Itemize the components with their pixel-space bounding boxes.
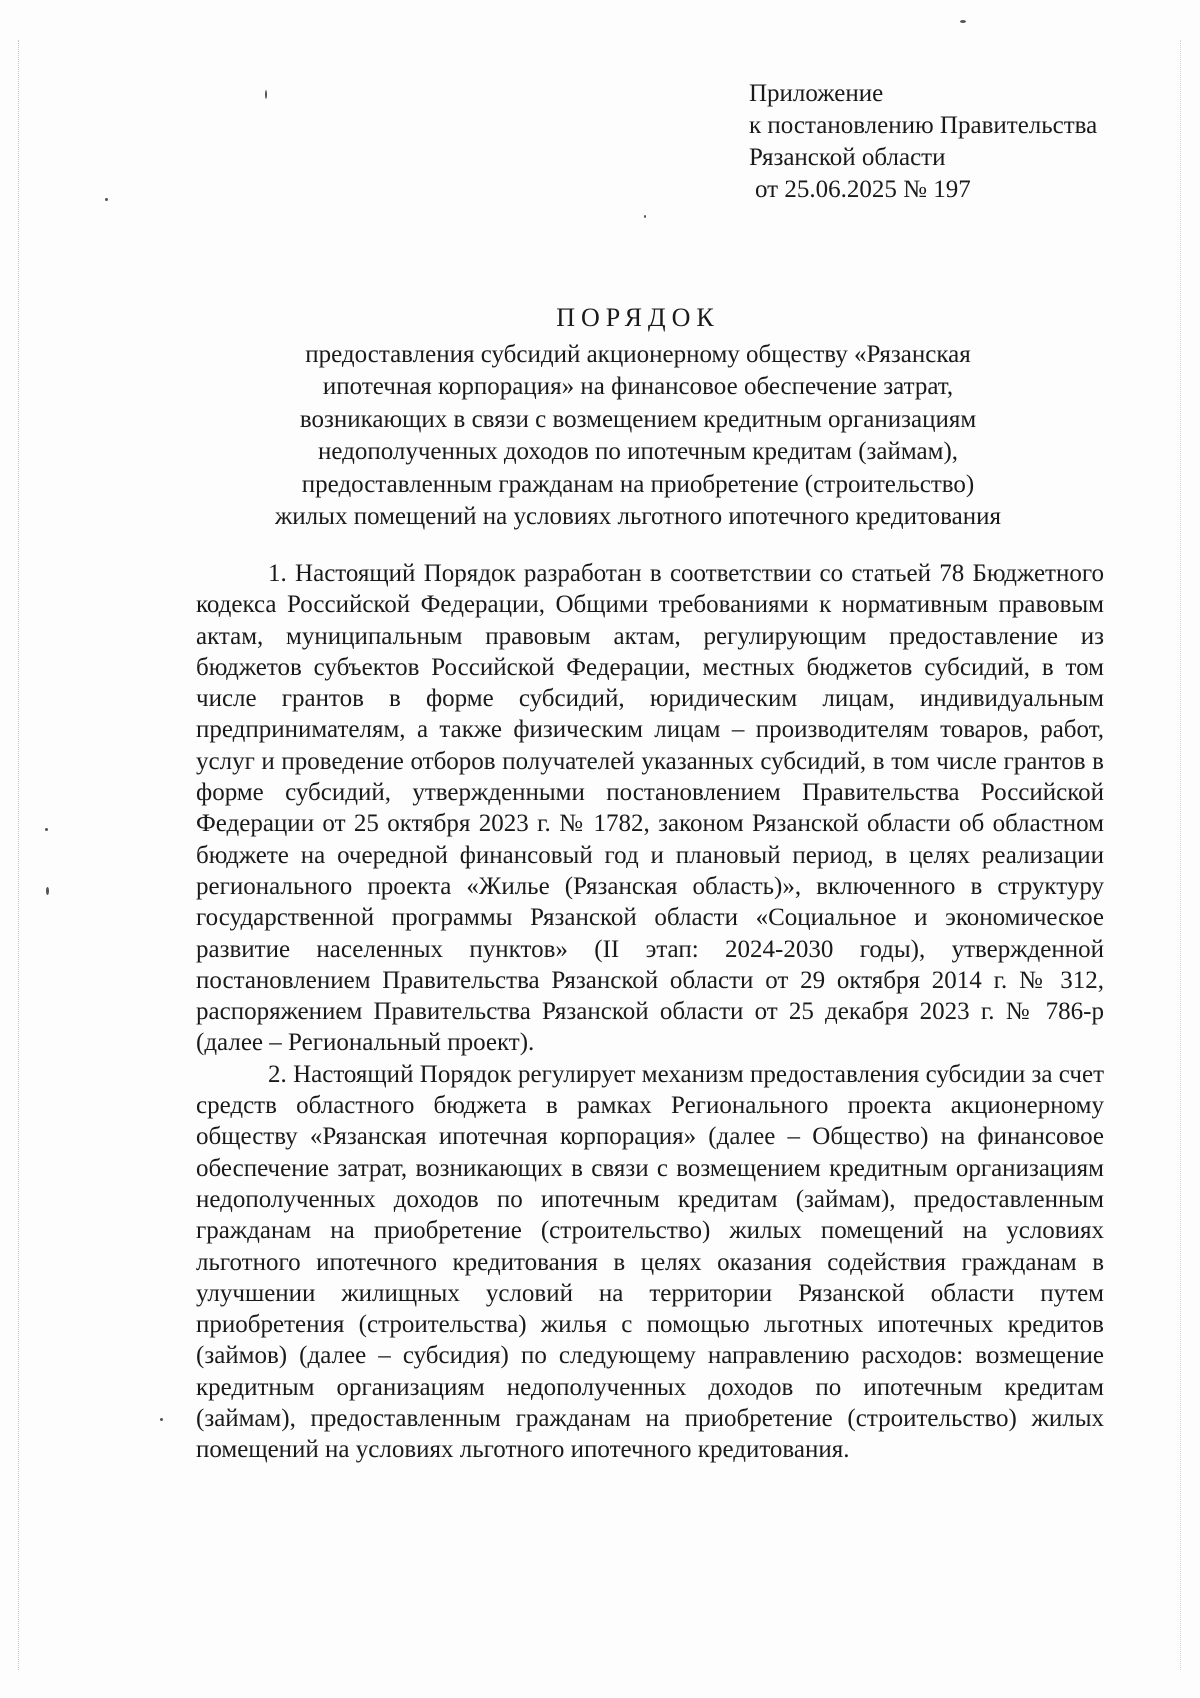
appendix-line: Рязанской области <box>749 144 946 171</box>
document-title: ПОРЯДОК <box>556 303 720 332</box>
subtitle-line: предоставленным гражданам на приобретение (строительство) <box>301 470 975 498</box>
subtitle-line: недополученных доходов по ипотечным кредитам (займам), <box>317 438 959 465</box>
scan-speck <box>644 215 646 218</box>
subtitle-line: предоставления субсидий акционерному обществу «Рязанская <box>305 340 971 368</box>
paragraph-1: 1. Настоящий Порядок разработан в соответствии со статьей 78 Бюджетного кодекса Российской Федерации, Общими требованиями к нормативным правовым актам, муниципальным правовым актам, регулирующим предоставление из бюджетов субъектов Российской Федерации, местных бюджетов субсидий, в том числе грантов в форме субсидий, юридическим лицам, индивидуальным предпринимателям, а также физическим лицам – производителям товаров, работ, услуг и проведение отборов получателей указанных субсидий, в том числе грантов в форме субсидий, утвержденными постановлением Правительства Российской Федерации от 25 октября 2023 г. № 1782, законом Рязанской области об областном бюджете на очередной финансовый год и плановый период, в целях реализации регионального проекта «Жилье (Рязанская область)», включенного в структуру государственной программы Рязанской области «Социальное и экономическое развитие населенных пунктов» (II этап: 2024-2030 годы), утвержденной постановлением Правительства Рязанской области от 29 октября 2014 г. № 312, распоряжением Правительства Рязанской области от 25 декабря 2023 г. № 786-р (далее – Региональный проект). <box>196 560 1104 1057</box>
subtitle-line: возникающих в связи с возмещением кредитным организациям <box>299 405 977 433</box>
scan-speck <box>960 20 966 23</box>
document-body <box>196 558 1104 1466</box>
subtitle-line: жилых помещений на условиях льготного ипотечного кредитования <box>275 503 1001 530</box>
appendix-date: от 25.06.2025 № 197 <box>755 176 971 203</box>
scan-speck <box>160 1418 163 1421</box>
scan-speck <box>46 887 49 895</box>
subtitle-line: ипотечная корпорация» на финансовое обеспечение затрат, <box>322 373 954 400</box>
scan-speck <box>105 198 108 201</box>
scan-edge-left <box>18 40 20 1670</box>
title-block <box>196 302 1080 534</box>
appendix-line: Приложение <box>749 80 884 107</box>
scan-speck <box>45 828 48 831</box>
scan-speck <box>265 90 267 99</box>
scan-edge-right <box>1180 40 1182 1670</box>
appendix-header <box>749 78 1097 206</box>
appendix-line: к постановлению Правительства <box>749 112 1098 139</box>
paragraph-2: 2. Настоящий Порядок регулирует механизм предоставления субсидии за счет средств областного бюджета в рамках Регионального проекта акционерному обществу «Рязанская ипотечная корпорация» (далее – Общество) на финансовое обеспечение затрат, возникающих в связи с возмещением кредитным организациям недополученных доходов по ипотечным кредитам (займам), предоставленным гражданам на приобретение (строительство) жилых помещений на условиях льготного ипотечного кредитования в целях оказания содействия гражданам в улучшении жилищных условий на территории Рязанской области путем приобретения (строительства) жилья с помощью льготных ипотечных кредитов (займов) (далее – субсидия) по следующему направлению расходов: возмещение кредитным организациям недополученных доходов по ипотечным кредитам (займам), предоставленным гражданам на приобретение (строительство) жилых помещений на условиях льготного ипотечного кредитования. <box>196 1060 1104 1464</box>
